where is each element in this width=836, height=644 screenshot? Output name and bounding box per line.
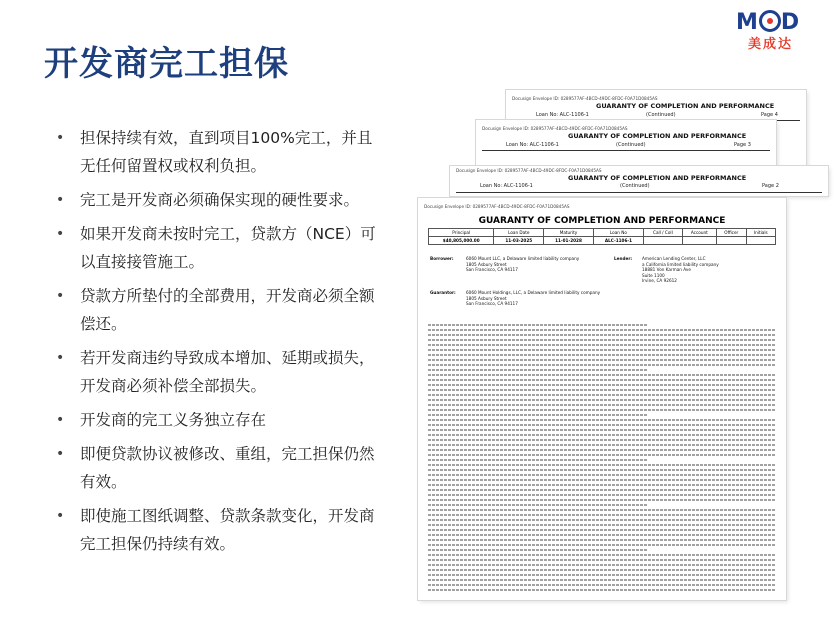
body-text-line	[428, 454, 776, 456]
document-title: GUARANTY OF COMPLETION AND PERFORMANCE	[478, 216, 726, 226]
table-header: Loan No	[593, 229, 643, 237]
body-text-line	[428, 394, 776, 396]
body-text-line	[428, 439, 776, 441]
table-cell	[644, 237, 683, 245]
continued-label: (Continued)	[616, 142, 646, 148]
page-number: Page 2	[762, 183, 779, 189]
body-text-line	[428, 389, 776, 391]
body-text-line	[428, 429, 776, 431]
bullet-item: • 即便贷款协议被修改、重组，完工担保仍然有效。	[56, 440, 386, 496]
table-cell	[746, 237, 775, 245]
doc-page-1	[418, 198, 786, 600]
bullet-item: • 如果开发商未按时完工，贷款方（NCE）可以直接接管施工。	[56, 220, 386, 276]
body-text-line	[428, 564, 776, 566]
body-text-line	[428, 384, 776, 386]
guarantor-label: Guarantor:	[430, 290, 456, 295]
body-text-line	[428, 344, 776, 346]
bullet-item: • 即使施工图纸调整、贷款条款变化，开发商完工担保仍持续有效。	[56, 502, 386, 558]
envelope-id: Docusign Envelope ID: 0289577AF-4BCD-49DC-8FDC-F0A71D0845AS	[424, 204, 570, 209]
body-text-line	[428, 514, 776, 516]
table-cell: 11-03-2025	[494, 237, 544, 245]
body-text-line	[428, 524, 776, 526]
table-header: Initials	[746, 229, 775, 237]
body-text-line	[428, 449, 776, 451]
body-text-line	[428, 409, 776, 411]
body-text-line	[428, 459, 648, 461]
logo-chinese-name: 美成达	[748, 37, 794, 52]
bullet-item: • 贷款方所垫付的全部费用，开发商必须全额偿还。	[56, 282, 386, 338]
body-text-line	[428, 574, 776, 576]
table-cell	[716, 237, 746, 245]
body-text-line	[428, 519, 776, 521]
body-text-line	[428, 544, 776, 546]
table-header: Maturity	[544, 229, 594, 237]
body-text-line	[428, 469, 776, 471]
header-rule	[456, 192, 822, 193]
logo-mark: M D	[736, 10, 801, 35]
loan-number: Loan No: ALC-1106-1	[506, 142, 559, 148]
guarantor-info: 6060 Mount Holdings, LLC, a Delaware limited liability company 1805 Asbury Street San Francisco, CA 94117	[466, 290, 601, 306]
table-cell: $40,805,000.00	[429, 237, 494, 245]
body-text-line	[428, 434, 776, 436]
body-text-line	[428, 494, 776, 496]
body-text-line	[428, 579, 776, 581]
bullet-item: • 开发商的完工义务独立存在	[56, 406, 386, 434]
body-text-line	[428, 534, 776, 536]
loan-number: Loan No: ALC-1106-1	[536, 112, 589, 118]
body-text-line	[428, 374, 776, 376]
body-text-line	[428, 349, 776, 351]
body-text-line	[428, 479, 776, 481]
body-text-line	[428, 444, 776, 446]
body-text-line	[428, 379, 776, 381]
table-cell: 11-01-2028	[544, 237, 594, 245]
page-header-title: GUARANTY OF COMPLETION AND PERFORMANCE	[568, 132, 747, 140]
body-text-line	[428, 424, 776, 426]
body-text-line	[428, 324, 648, 326]
body-text-line	[428, 464, 776, 466]
body-text-line	[428, 369, 648, 371]
body-text-line	[428, 499, 776, 501]
body-text-line	[428, 509, 776, 511]
page-header-title: GUARANTY OF COMPLETION AND PERFORMANCE	[596, 102, 775, 110]
body-text-line	[428, 529, 776, 531]
body-text-line	[428, 559, 776, 561]
borrower-label: Borrower:	[430, 256, 454, 261]
lender-label: Lender:	[614, 256, 633, 261]
table-cell: ALC-1106-1	[593, 237, 643, 245]
body-text-line	[428, 414, 648, 416]
envelope-id: Docusign Envelope ID: 0289577AF-4BCD-49DC-8FDC-F0A71D0845AS	[456, 168, 602, 173]
page-header-title: GUARANTY OF COMPLETION AND PERFORMANCE	[568, 174, 747, 182]
body-text-line	[428, 354, 776, 356]
table-header: Account	[682, 229, 716, 237]
body-text-line	[428, 399, 776, 401]
bullet-list	[56, 124, 386, 564]
body-text-line	[428, 549, 648, 551]
bullet-item: • 若开发商违约导致成本增加、延期或损失，开发商必须补偿全部损失。	[56, 344, 386, 400]
table-header: Call / Coll	[644, 229, 683, 237]
body-text-line	[428, 539, 776, 541]
body-text-line	[428, 484, 776, 486]
body-text-line	[428, 404, 776, 406]
bullet-item: • 完工是开发商必须确保实现的硬性要求。	[56, 186, 386, 214]
header-rule	[482, 150, 770, 151]
continued-label: (Continued)	[620, 183, 650, 189]
slide-title: 开发商完工担保	[44, 44, 289, 84]
doc-page-2	[450, 166, 828, 196]
body-text-line	[428, 419, 776, 421]
bullet-item: • 担保持续有效，直到项目100%完工，并且无任何留置权或权利负担。	[56, 124, 386, 180]
body-text-line	[428, 504, 648, 506]
company-logo	[736, 10, 826, 54]
table-header: Loan Date	[494, 229, 544, 237]
body-text-line	[428, 329, 776, 331]
continued-label: (Continued)	[646, 112, 676, 118]
envelope-id: Docusign Envelope ID: 0289577AF-4BCD-49DC-8FDC-F0A71D0845AS	[512, 96, 658, 101]
borrower-info: 6060 Mount LLC, a Delaware limited liability company 1805 Asbury Street San Francisco, CA 94117	[466, 256, 580, 272]
page-number: Page 3	[734, 142, 751, 148]
body-text-line	[428, 489, 776, 491]
page-number: Page 4	[761, 112, 778, 118]
body-text-line	[428, 584, 776, 586]
table-cell	[682, 237, 716, 245]
body-text-line	[428, 359, 776, 361]
body-text-line	[428, 339, 776, 341]
logo-o-icon	[759, 10, 781, 32]
table-header: Officer	[716, 229, 746, 237]
body-text-line	[428, 364, 776, 366]
body-text-line	[428, 334, 776, 336]
lender-info: American Lending Center, LLC a California limited liability company 18881 Von Karman Ave Suite 1100 Irvine, CA 92612	[642, 256, 719, 283]
body-text-line	[428, 474, 776, 476]
loan-terms-table	[428, 228, 776, 245]
loan-number: Loan No: ALC-1106-1	[480, 183, 533, 189]
body-text-line	[428, 554, 776, 556]
body-text-line	[428, 589, 776, 591]
table-header: Principal	[429, 229, 494, 237]
body-text-line	[428, 569, 776, 571]
envelope-id: Docusign Envelope ID: 0289577AF-4BCD-49DC-8FDC-F0A71D0845AS	[482, 126, 628, 131]
